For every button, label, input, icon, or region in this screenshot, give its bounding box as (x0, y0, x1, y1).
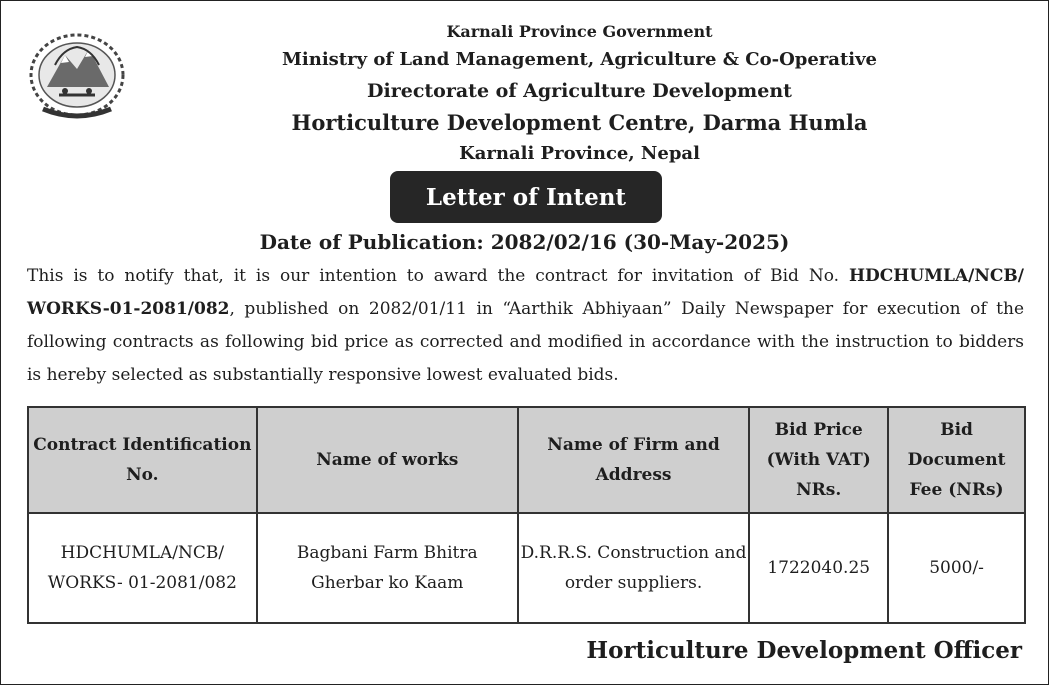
column-header-bid-price: Bid Price (With VAT) NRs. (749, 407, 888, 513)
nepal-government-emblem (25, 25, 129, 121)
signatory-title: Horticulture Development Officer (586, 637, 1022, 664)
table-row (28, 513, 1025, 623)
province-location: Karnali Province, Nepal (459, 143, 700, 164)
work-name-cell: Bagbani Farm Bhitra Gherbar ko Kaam (257, 513, 518, 623)
province-government: Karnali Province Government (446, 22, 713, 41)
column-header-document-fee: Bid Document Fee (NRs) (888, 407, 1025, 513)
column-header-name-of-works: Name of works (257, 407, 518, 513)
column-header-contract-id: Contract Identification No. (28, 407, 257, 513)
bid-number: HDCHUMLA/NCB/ WORKS-01-2081/082 (27, 266, 1024, 319)
ministry-name: Ministry of Land Management, Agriculture & Co-Operative (281, 49, 878, 70)
firm-cell: D.R.R.S. Construction and order suppliers. (518, 513, 749, 623)
notice-text-part2: , published on 2082/01/11 in “Aarthik Abhiyaan” Daily Newspaper for execution of the following contracts as following bid price as corrected and modified in accordance with the instruction to bidders is hereby selected as substantially responsive lowest evaluated bids. (27, 299, 1024, 385)
table-header-row (28, 407, 1025, 513)
notice-paragraph (27, 260, 1024, 392)
contract-id-cell: HDCHUMLA/NCB/ WORKS- 01-2081/082 (28, 513, 257, 623)
centre-name: Horticulture Development Centre, Darma Humla (291, 110, 868, 135)
column-header-firm: Name of Firm and Address (518, 407, 749, 513)
notice-text-part1: This is to notify that, it is our intention to award the contract for invitation of Bid No. (27, 266, 849, 286)
document-fee-cell: 5000/- (888, 513, 1025, 623)
contract-table (27, 406, 1026, 624)
bid-price-cell: 1722040.25 (749, 513, 888, 623)
publication-date: Date of Publication: 2082/02/16 (30-May-2025) (259, 230, 790, 254)
letterhead (131, 19, 1028, 169)
letter-of-intent-title: Letter of Intent (390, 171, 662, 223)
directorate-name: Directorate of Agriculture Development (367, 80, 792, 102)
